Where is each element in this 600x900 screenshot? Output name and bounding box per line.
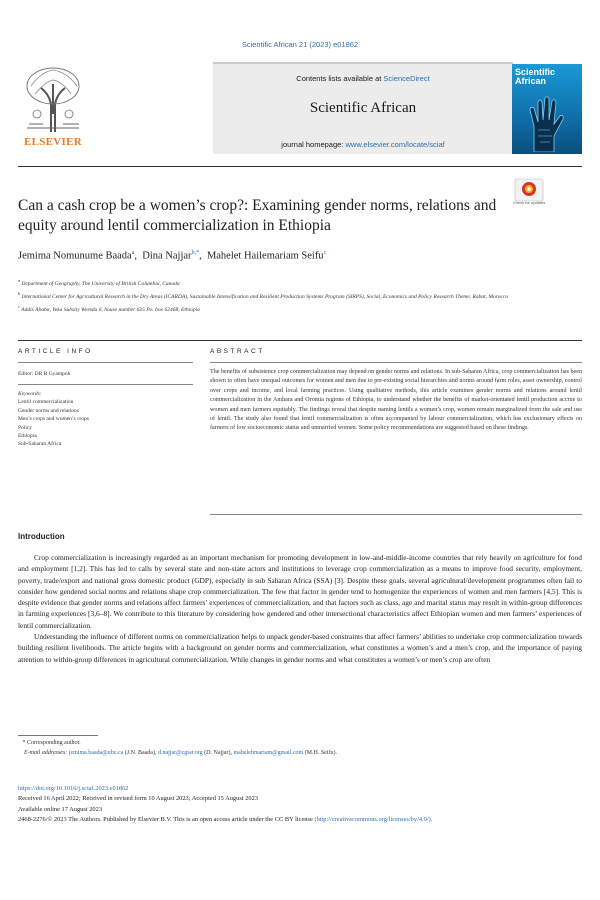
article-title: Can a cash crop be a women’s crop?: Examining gender norms, relations and equity around lentil commercialization in Ethiopia bbox=[18, 197, 497, 234]
keyword: Ethiopia bbox=[18, 433, 37, 440]
homepage-prefix: journal homepage: bbox=[281, 140, 346, 149]
article-info-heading: ARTICLE INFO bbox=[18, 348, 93, 355]
emails-label: E-mail addresses: bbox=[24, 750, 68, 756]
badge-label: Check for updates bbox=[512, 200, 546, 205]
hand-icon bbox=[526, 96, 566, 152]
contents-prefix: Contents lists available at bbox=[296, 74, 384, 83]
email-owner: (J.N. Baada), bbox=[124, 750, 157, 756]
email-link[interactable]: jemima.baada@ubc.ca bbox=[68, 750, 124, 756]
affiliation bbox=[18, 276, 578, 289]
journal-name: Scientific African bbox=[309, 100, 417, 116]
corresponding-note: * Corresponding author. bbox=[18, 740, 81, 746]
keywords-block bbox=[18, 390, 188, 449]
author-name[interactable]: Jemima Nomunume Baada bbox=[18, 250, 132, 262]
journal-homepage bbox=[213, 140, 513, 149]
abstract-end-rule bbox=[210, 514, 582, 515]
abstract-heading: ABSTRACT bbox=[210, 348, 265, 355]
elsevier-logo[interactable] bbox=[18, 62, 88, 154]
abstract-text: The benefits of subsistence crop commercialization may depend on gender norms and relations. In sub-Saharan Africa, crop commercialization has been shown to often have unequal outcomes for women and men due to pre-existing social hierarchies and norms around farm roles, asset ownership, control over crops and income, and local farming practices. Using qualitative methods, this article examines gender norms and relations around lentil commercialization in the Amhara and Oromia regions of Ethiopia, to understand whether the benefits of market-orientated lentil production accrue to women and men farmers equitably. The findings reveal that despite naming lentils a women’s crop, women remain marginalized from the sale and use of lentil. The study also found that lentil commercialization is often accompanied by labour commercialization, which has exclusionary effects on farmers of low socioeconomic status and unmarried women. Some policy recommendations are suggested based on these findings. bbox=[210, 369, 582, 432]
email-owner: (D. Najjar), bbox=[204, 750, 232, 756]
corresponding-label: Corresponding author. bbox=[27, 740, 81, 746]
affiliation-sup: a bbox=[18, 278, 20, 283]
footnotes bbox=[18, 738, 582, 758]
affiliation bbox=[18, 289, 578, 302]
email-line bbox=[18, 748, 582, 758]
masthead bbox=[18, 62, 582, 154]
author-sup[interactable]: c bbox=[323, 250, 327, 256]
article-info-rule bbox=[18, 362, 193, 363]
sciencedirect-link[interactable]: ScienceDirect bbox=[383, 74, 430, 83]
affiliations bbox=[18, 276, 578, 314]
license-link[interactable]: (http://creativecommons.org/licenses/by/4.0/). bbox=[314, 816, 433, 824]
author-sup[interactable]: a bbox=[131, 250, 135, 256]
contents-lists bbox=[213, 74, 513, 83]
author-name[interactable]: Mahelet Hailemariam Seifu bbox=[206, 250, 324, 262]
journal-cover[interactable] bbox=[512, 64, 582, 154]
elsevier-tree-icon bbox=[21, 64, 85, 134]
keyword: Lentil commercialization bbox=[18, 399, 74, 406]
author-list: Jemima Nomunume Baada$^a$, Dina Najjar$^{b,*}$, Mahelet Hailemariam Seifu$^c$ bbox=[18, 250, 327, 262]
paragraph: Understanding the influence of different norms on commercialization helps to unpack gender-based constraints that affect farmers’ abilities to undertake crop commercialization towards building resilient livelihoods. The article begins with a background on gender norms and commercialization, what constitutes a women’s and a men’s crop, and the importance of paying attention to within-group differences in agricultural commercialization. While changes in gender norms and what constitutes a women’s or men’s crop are often bbox=[18, 632, 582, 664]
abstract-rule bbox=[210, 362, 582, 363]
author-name[interactable]: Dina Najjar bbox=[142, 250, 192, 262]
history: Received 16 April 2022; Received in revised form 10 August 2023; Accepted 15 August 2023 bbox=[18, 795, 258, 803]
affiliation bbox=[18, 302, 578, 315]
publisher-name: ELSEVIER bbox=[23, 136, 83, 148]
footnote-rule bbox=[18, 735, 98, 736]
editor-line: Editor: DR B Gyampoh bbox=[18, 371, 71, 377]
check-updates-icon bbox=[514, 178, 544, 202]
introduction-body bbox=[18, 552, 582, 665]
info-rule bbox=[18, 340, 582, 341]
paragraph: Crop commercialization is increasingly regarded as an important mechanism for promoting development in low-and-middle-income countries that rely heavily on agriculture for food and employment [1,2]. This has led to calls by several state and non-state actors and institutions to leverage crop commercialization as a means to improve food security, employment, poverty, trade/export and national gross domestic product (GDP), especially in sub Saharan Africa (SSA) [3]. Despite these goals, several agricultural/development programmes often fail to consider how gendered social norms and relations shape crop commercialization. The few that factor in gender tend to homogenize the experiences of women and men farmers [4,5]. This is despite evidence that gender norms and relations affect farmers’ experiences of commercialization, and that factors such as class, age and marital status may result in within-group differences in farming experiences [3,6–8]. We contribute to this literature by considering how gendered and other intersectional characteristics affect Ethiopian women and men farmers’ experiences of lentil commercialization. bbox=[18, 553, 582, 630]
journal-info-box bbox=[213, 62, 513, 154]
author-sup[interactable]: b,* bbox=[191, 250, 200, 256]
affiliation-sup: c bbox=[18, 303, 20, 309]
editor-rule bbox=[18, 384, 193, 385]
publication-info bbox=[18, 784, 582, 826]
keyword: Policy bbox=[18, 424, 33, 431]
introduction-heading: Introduction bbox=[18, 532, 65, 541]
keyword: Gender norms and relations bbox=[18, 407, 79, 414]
affiliation-sup: b bbox=[18, 290, 21, 296]
cover-title: Scientific African bbox=[515, 67, 556, 86]
header-rule bbox=[18, 166, 582, 167]
keywords-heading: Keywords: bbox=[18, 391, 42, 397]
affiliation-text: International Center for Agricultural Research in the Dry Areas (ICARDA), Sustainable Intensification and Resilient Production Systems Program (SIRPS), Social, Economics and Policy Research Theme, Rabat, Morocco bbox=[21, 293, 509, 300]
doi-link[interactable]: https://doi.org/10.1016/j.sciaf.2023.e01862 bbox=[18, 785, 129, 792]
affiliation-text: Addis Ababa, Yeka Subsity Wereda 6, house number 625 Po. box 62468, Ethiopia bbox=[21, 306, 200, 313]
email-link[interactable]: d.najjar@cgiar.org bbox=[157, 750, 203, 756]
affiliation-text: Department of Geography, The University of British Columbia, Canada bbox=[21, 280, 180, 287]
homepage-link[interactable]: www.elsevier.com/locate/sciaf bbox=[345, 140, 445, 149]
license-text: 2468-2276/© 2023 The Authors. Published by Elsevier B.V. This is an open access article under the CC BY license bbox=[18, 816, 313, 824]
keyword: Sub-Saharan Africa bbox=[18, 441, 62, 448]
check-for-updates-badge[interactable] bbox=[514, 178, 544, 214]
running-head[interactable]: Scientific African 21 (2023) e01862 bbox=[241, 40, 359, 49]
license-line bbox=[18, 815, 582, 825]
email-link[interactable]: mahelehmariam@gmail.com bbox=[233, 750, 304, 756]
email-owner: (M.H. Seifu). bbox=[304, 750, 338, 756]
online-date: Available online 17 August 2023 bbox=[18, 805, 103, 813]
keyword: Men’s crops and women’s crops bbox=[18, 416, 89, 423]
